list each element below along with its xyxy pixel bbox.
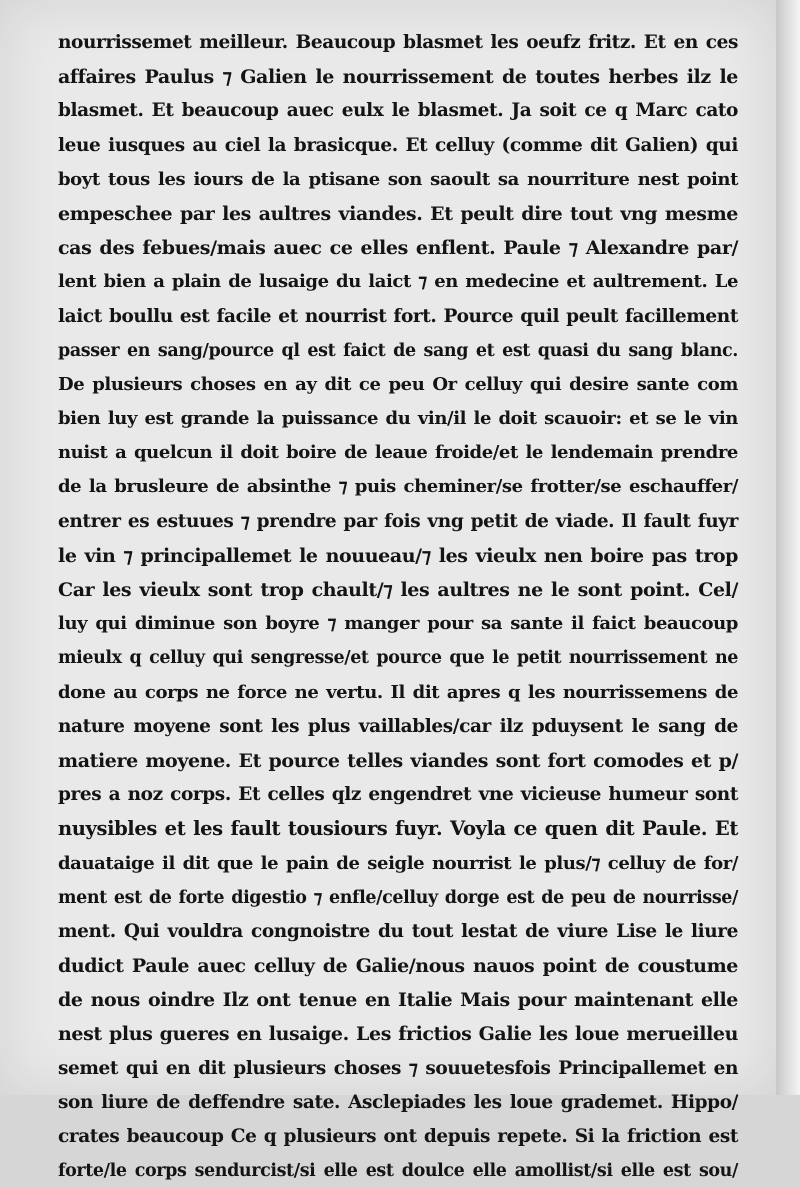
text-line: dudict Paule auec celluy de Galie/nous nauos point de coustume — [58, 955, 738, 978]
text-line: semet qui en dit plusieurs choses ⁊ souuetesfois Principallemet en — [58, 1057, 738, 1079]
text-line: passer en sang/pource ql est faict de sang et est quasi du sang blanc. — [58, 340, 738, 361]
text-line: empeschee par les aultres viandes. Et peult dire tout vng mesme — [58, 202, 738, 225]
text-line: affaires Paulus ⁊ Galien le nourrissement de toutes herbes ilz le — [58, 66, 738, 89]
text-line: boyt tous les iours de la ptisane son saoult sa nourriture nest point — [58, 168, 738, 190]
text-line: le vin ⁊ principallemet le nouueau/⁊ les vieulx nen boire pas trop — [58, 544, 738, 567]
text-block — [58, 26, 738, 1188]
text-line: cas des febues/mais auec ce elles enflent. Paule ⁊ Alexandre par/ — [58, 237, 738, 260]
text-line: nourrissemet meilleur. Beaucoup blasmet les oeufz fritz. Et en ces — [58, 32, 738, 53]
text-line: bien luy est grande la puissance du vin/il le doit scauoir: et se le vin — [58, 408, 738, 430]
text-line: mieulx q celluy qui sengresse/et pource que le petit nourrissement ne — [58, 648, 738, 669]
text-line: laict boullu est facile et nourrist fort. Pource quil peult facillement — [58, 305, 738, 327]
text-line: ment. Qui vouldra congnoistre du tout lestat de viure Lise le liure — [58, 920, 738, 942]
text-line: matiere moyene. Et pource telles viandes sont fort comodes et p/ — [58, 749, 738, 772]
text-line: son liure de deffendre sate. Asclepiades les loue grademet. Hippo/ — [58, 1091, 738, 1113]
text-line: done au corps ne force ne vertu. Il dit apres q les nourrissemens de — [58, 681, 738, 703]
text-line: forte/le corps sendurcist/si elle est doulce elle amollist/si elle est sou/ — [58, 1161, 738, 1182]
text-line: leue iusques au ciel la brasicque. Et celluy (comme dit Galien) qui — [58, 134, 738, 156]
text-line: nest plus gueres en lusaige. Les frictios Galie les loue merueilleu — [58, 1023, 738, 1046]
text-line: lent bien a plain de lusaige du laict ⁊ en medecine et aultrement. Le — [58, 271, 738, 293]
text-line: crates beaucoup Ce q plusieurs ont depuis repete. Si la friction est — [58, 1126, 738, 1147]
text-line: de la brusleure de absinthe ⁊ puis cheminer/se frotter/se eschauffer/ — [58, 476, 738, 498]
text-line: pres a noz corps. Et celles qlz engendret vne vicieuse humeur sont — [58, 784, 738, 806]
text-line: nuysibles et les fault tousiours fuyr. Voyla ce quen dit Paule. Et — [58, 817, 738, 841]
text-line: blasmet. Et beaucoup auec eulx le blasmet. Ja soit ce q Marc cato — [58, 100, 738, 122]
text-line: luy qui diminue son boyre ⁊ manger pour sa sante il faict beaucoup — [58, 613, 738, 635]
text-line: dauataige il dit que le pain de seigle nourrist le plus/⁊ celluy de for/ — [58, 852, 738, 874]
text-line: ment est de forte digestio ⁊ enfle/celluy dorge est de peu de nourrisse/ — [58, 887, 738, 908]
page-edge — [776, 0, 800, 1095]
text-line: nuist a quelcun il doit boire de leaue froide/et le lendemain prendre — [58, 442, 738, 464]
text-line: entrer es estuues ⁊ prendre par fois vng petit de viade. Il fault fuyr — [58, 510, 738, 532]
text-line: Car les vieulx sont trop chault/⁊ les aultres ne le sont point. Cel/ — [58, 579, 738, 601]
text-line: nature moyene sont les plus vaillables/car ilz pduysent le sang de — [58, 715, 738, 737]
text-line: de nous oindre Ilz ont tenue en Italie Mais pour maintenant elle — [58, 989, 738, 1012]
text-line: De plusieurs choses en ay dit ce peu Or celluy qui desire sante com — [58, 373, 738, 395]
